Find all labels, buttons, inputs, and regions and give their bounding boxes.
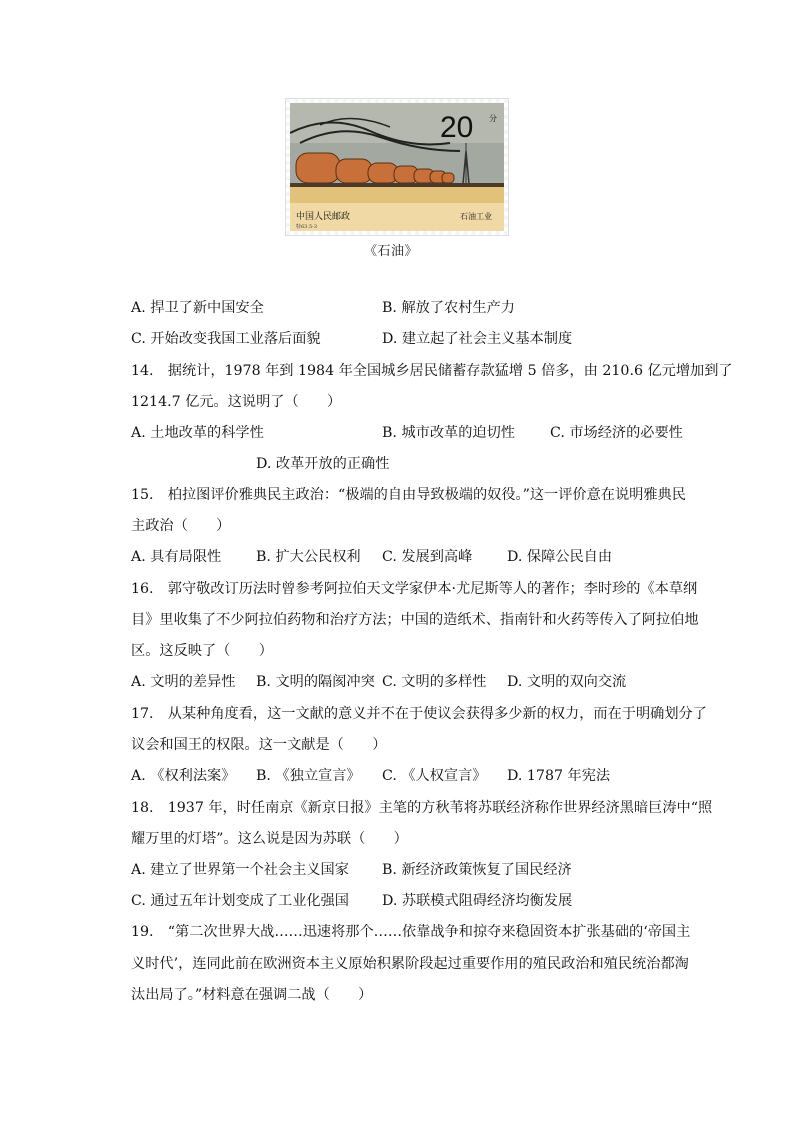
stamp-unit: 分 [489,114,497,123]
q18-option-a: A. 建立了世界第一个社会主义国家 [131,862,349,878]
stamp-issuer: 中国人民邮政 [296,212,351,222]
q17-option-a: A. 《权利法案》 [131,768,236,784]
q13-option-a: A. 捍卫了新中国安全 [131,300,264,316]
q13-option-d: D. 建立起了社会主义基本制度 [382,331,573,347]
q14-stem-line2: 1214.7 亿元。这说明了（ ） [131,394,342,410]
q16-option-a: A. 文明的差异性 [131,674,236,690]
q16-option-c: C. 文明的多样性 [382,674,487,690]
q18-option-b: B. 新经济政策恢复了国民经济 [382,862,572,878]
q17-stem-line2: 议会和国王的权限。这一文献是（ ） [131,737,387,753]
q17-option-c: C. 《人权宣言》 [382,768,487,784]
q18-option-d: D. 苏联模式阻碍经济均衡发展 [382,893,573,909]
q16-option-d: D. 文明的双向交流 [507,674,627,690]
q14-option-d: D. 改革开放的正确性 [256,456,390,472]
q19-stem-line1: 19. “第二次世界大战……迅速将那个……依靠战争和掠夺来稳固资本扩张基础的‘帝国主 [131,924,691,940]
stamp-serial: 特63.5-3 [296,224,318,230]
q13-option-b: B. 解放了农村生产力 [382,300,515,316]
q16-stem-line1: 16. 郭守敬改订历法时曾参考阿拉伯天文学家伊本·尤尼斯等人的著作；李时珍的《本草纲 [131,581,698,597]
q17-stem-line1: 17. 从某种角度看，这一文献的意义并不在于使议会获得多少新的权力，而在于明确划分了 [131,706,707,722]
q16-stem-line3: 区。这反映了（ ） [131,643,273,659]
q17-option-b: B. 《独立宣言》 [256,768,361,784]
q19-stem-line2: 义时代’，连同此前在欧洲资本主义原始积累阶段起过重要作用的殖民政治和殖民统治都淘 [131,956,689,972]
stamp-subject: 石油工业 [460,212,492,221]
q14-option-a: A. 土地改革的科学性 [131,425,264,441]
q16-option-b: B. 文明的隔阂冲突 [256,674,375,690]
q15-option-b: B. 扩大公民权利 [256,549,361,565]
image-caption: 《石油》 [364,244,419,259]
stamp-denomination: 20 [440,111,474,144]
q17-option-d: D. 1787 年宪法 [507,768,611,784]
q15-option-c: C. 发展到高峰 [382,549,473,565]
q14-option-c: C. 市场经济的必要性 [550,425,683,441]
q18-stem-line1: 18. 1937 年，时任南京《新京日报》主笔的方秋苇将苏联经济称作世界经济黑暗巨涛中“照 [131,800,713,816]
q18-stem-line2: 耀万里的灯塔”。这么说是因为苏联（ ） [131,831,408,847]
q15-option-a: A. 具有局限性 [131,549,222,565]
q15-option-d: D. 保障公民自由 [507,549,613,565]
oil-train-illustration [290,103,504,231]
q19-stem-line3: 汰出局了。”材料意在强调二战（ ） [131,987,373,1003]
q18-option-c: C. 通过五年计划变成了工业化强国 [131,893,349,909]
stamp-image [286,99,508,235]
q15-stem-line2: 主政治（ ） [131,518,231,534]
q16-stem-line2: 目》里收集了不少阿拉伯药物和治疗方法；中国的造纸术、指南针和火药等传入了阿拉伯地 [131,612,699,628]
q13-option-c: C. 开始改变我国工业落后面貌 [131,331,321,347]
q14-option-b: B. 城市改革的迫切性 [382,425,515,441]
q14-stem-line1: 14. 据统计，1978 年到 1984 年全国城乡居民储蓄存款猛增 5 倍多，由 210.6 亿元增加到了 [131,363,733,379]
q15-stem-line1: 15. 柏拉图评价雅典民主政治：“极端的自由导致极端的奴役。”这一评价意在说明雅典民 [131,487,686,503]
